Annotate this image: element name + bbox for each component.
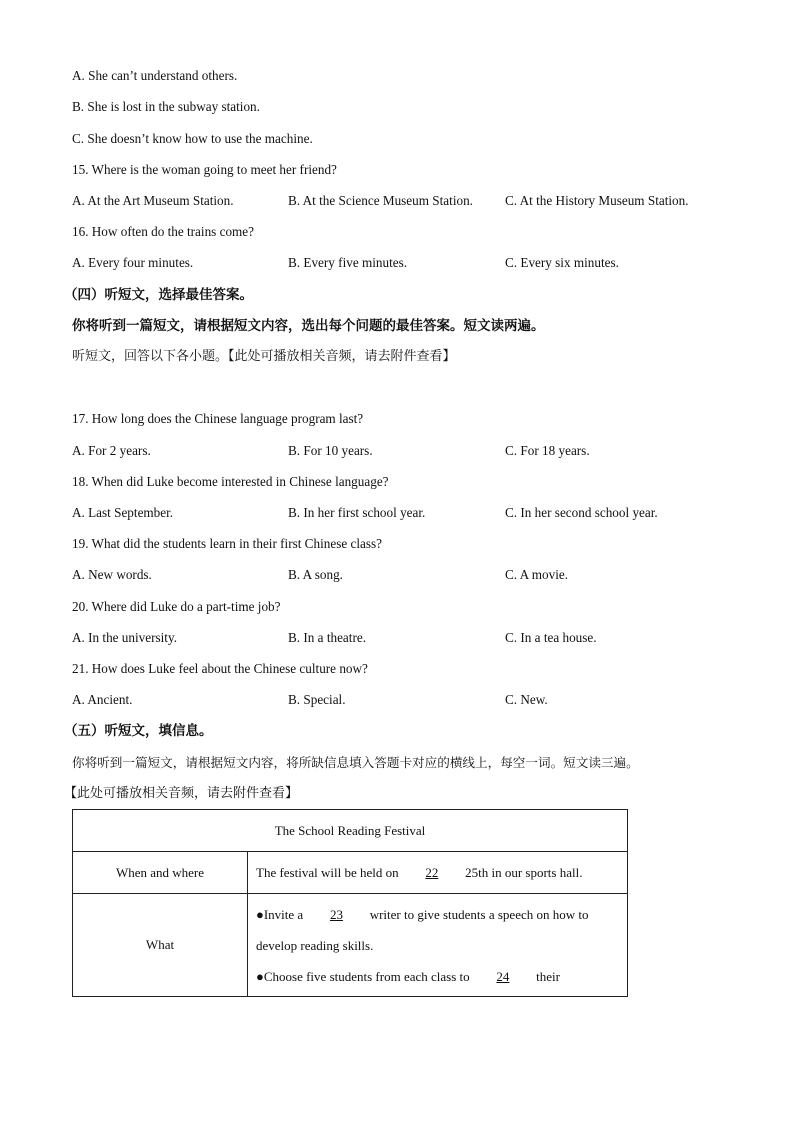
q20-option-b: B. In a theatre. xyxy=(288,630,366,645)
table-label-what: What xyxy=(73,894,248,997)
q17-question: 17. How long does the Chinese language program last? xyxy=(72,411,364,426)
what-line-1-before: ●Invite a xyxy=(256,906,304,922)
section5-audio-note: 【此处可播放相关音频，请去附件查看】 xyxy=(64,786,299,801)
section5-heading: （五）听短文，填信息。 xyxy=(64,723,213,739)
table-cell-what xyxy=(248,894,628,997)
q18-option-b: B. In her first school year. xyxy=(288,505,426,520)
q15-option-b: B. At the Science Museum Station. xyxy=(288,193,473,208)
section5-instruction: 你将听到一篇短文，请根据短文内容，将所缺信息填入答题卡对应的横线上，每空一词。短文读三遍。 xyxy=(72,755,639,770)
q19-option-a: A. New words. xyxy=(72,567,152,582)
section4-heading: （四）听短文，选择最佳答案。 xyxy=(64,287,253,303)
section4-instruction: 你将听到一篇短文，请根据短文内容，选出每个问题的最佳答案。短文读两遍。 xyxy=(72,318,545,334)
what-line-1 xyxy=(256,899,619,930)
q15-option-c: C. At the History Museum Station. xyxy=(505,193,689,208)
reading-festival-table xyxy=(72,809,628,997)
q15-question: 15. Where is the woman going to meet her friend? xyxy=(72,162,337,177)
q16-question: 16. How often do the trains come? xyxy=(72,224,255,239)
q17-option-a: A. For 2 years. xyxy=(72,443,151,458)
q16-option-c: C. Every six minutes. xyxy=(505,255,619,270)
q21-option-a: A. Ancient. xyxy=(72,692,133,707)
section4-audio-note: 听短文，回答以下各小题。【此处可播放相关音频，请去附件查看】 xyxy=(72,349,456,364)
q15-option-a: A. At the Art Museum Station. xyxy=(72,193,234,208)
q18-option-c: C. In her second school year. xyxy=(505,505,658,520)
q17-option-c: C. For 18 years. xyxy=(505,443,590,458)
q21-question: 21. How does Luke feel about the Chinese culture now? xyxy=(72,661,368,676)
table-title: The School Reading Festival xyxy=(73,810,628,852)
blank-24: 24 xyxy=(496,968,510,984)
table-cell-when-where xyxy=(248,852,628,894)
q20-option-c: C. In a tea house. xyxy=(505,630,597,645)
q18-question: 18. When did Luke become interested in Chinese language? xyxy=(72,474,389,489)
q16-option-a: A. Every four minutes. xyxy=(72,255,194,270)
q19-option-b: B. A song. xyxy=(288,567,343,582)
blank-23: 23 xyxy=(329,906,343,922)
q14-option-a: A. She can’t understand others. xyxy=(72,68,238,83)
q19-option-c: C. A movie. xyxy=(505,567,569,582)
what-line-1-after: writer to give students a speech on how to xyxy=(369,906,589,922)
what-line-3-before: ●Choose five students from each class to xyxy=(256,968,470,984)
q21-option-b: B. Special. xyxy=(288,692,346,707)
q18-option-a: A. Last September. xyxy=(72,505,174,520)
q14-option-b: B. She is lost in the subway station. xyxy=(72,99,260,114)
q19-question: 19. What did the students learn in their first Chinese class? xyxy=(72,536,382,551)
row1-text-after: 25th in our sports hall. xyxy=(465,864,583,880)
q20-question: 20. Where did Luke do a part-time job? xyxy=(72,599,281,614)
table-label-when-where: When and where xyxy=(73,852,248,894)
blank-22: 22 xyxy=(425,864,439,880)
q17-option-b: B. For 10 years. xyxy=(288,443,373,458)
what-line-3 xyxy=(256,961,619,992)
what-line-3-after: their xyxy=(536,968,560,984)
q16-option-b: B. Every five minutes. xyxy=(288,255,408,270)
what-line-2: develop reading skills. xyxy=(256,937,374,953)
q20-option-a: A. In the university. xyxy=(72,630,177,645)
row1-text-before: The festival will be held on xyxy=(256,864,399,880)
q14-option-c: C. She doesn’t know how to use the machine. xyxy=(72,131,313,146)
q21-option-c: C. New. xyxy=(505,692,548,707)
